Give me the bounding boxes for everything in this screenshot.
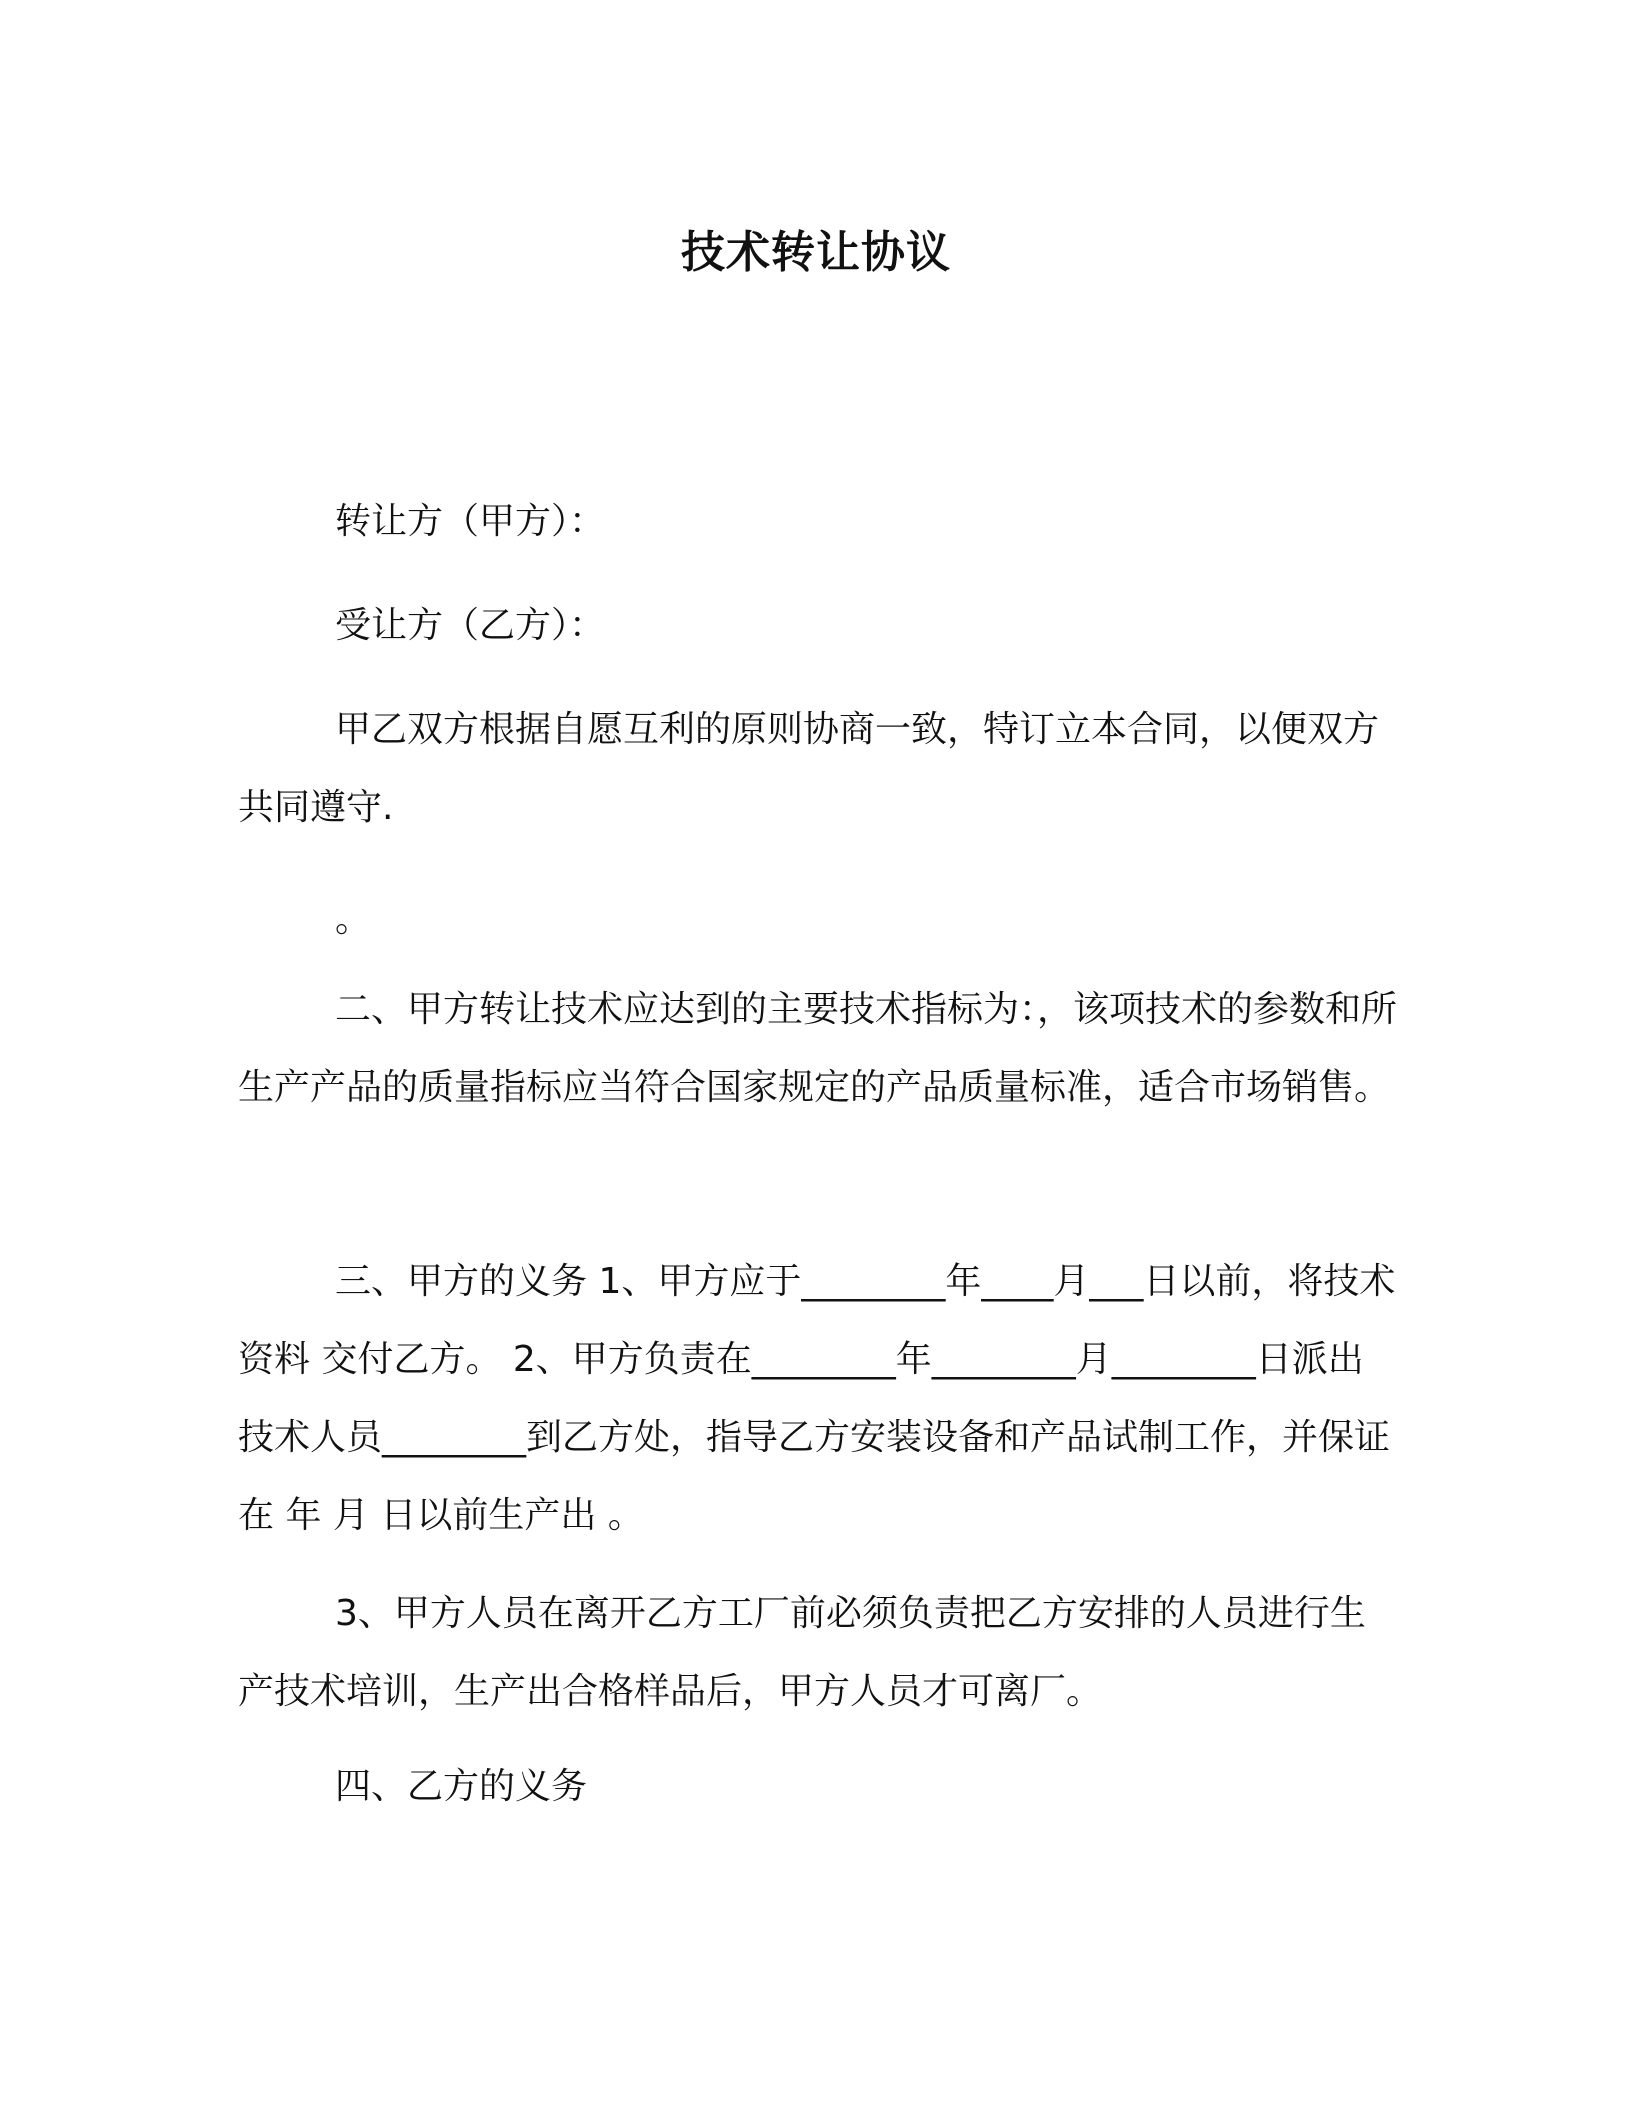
transferor-line: 转让方（甲方）： — [335, 501, 606, 542]
document-title: 技术转让协议 — [681, 227, 951, 278]
section-two-paragraph: 二、甲方转让技术应达到的主要技术指标为：，该项技术的参数和所生产产品的质量指标应当符合国家规定的产品质量标准，适合市场销售。 — [238, 989, 1398, 1108]
section-three-item-3-paragraph: 3、甲方人员在离开乙方工厂前必须负责把乙方安排的人员进行生产技术培训，生产出合格样品后，甲方人员才可离厂。 — [238, 1593, 1366, 1712]
transferee-line: 受让方（乙方）： — [335, 605, 606, 646]
section-four-heading: 四、乙方的义务 — [335, 1766, 588, 1807]
section-one-paragraph: 。 — [335, 899, 372, 940]
preamble-paragraph: 甲乙双方根据自愿互利的原则协商一致，特订立本合同，以便双方共同遵守. — [238, 709, 1380, 828]
section-three-paragraph: 三、甲方的义务 1、甲方应于________年____月___日以前，将技术资料 交付乙方。 2、甲方负责在________年________月________日派出技术人员________到乙方处，指导乙方安装设备和产品试制工作，并保证在 年 月 日以前生产出 。 — [238, 1261, 1396, 1536]
